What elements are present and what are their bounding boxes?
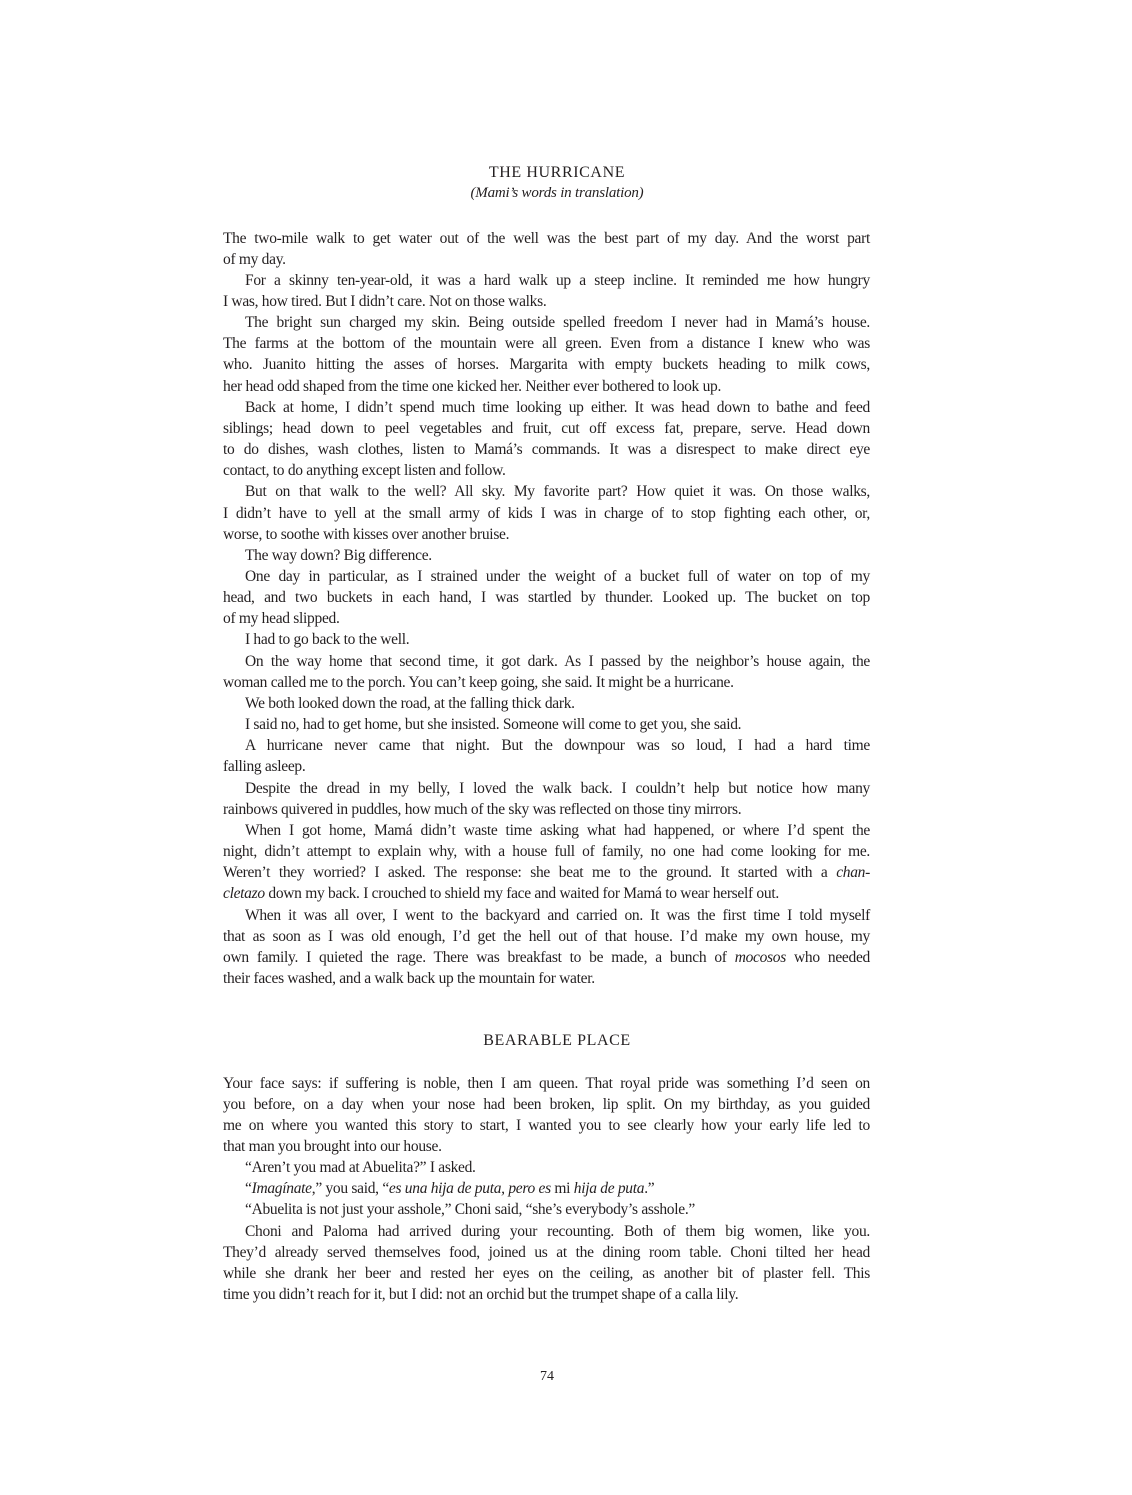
text-line: siblings; head down to peel vegetables and fruit, cut off excess fat, prepare, serve. Head down: [223, 419, 870, 437]
text-segment: Weren’t they worried? I asked. The response: she beat me to the ground. It started with a: [223, 864, 837, 882]
hurricane-title: THE HURRICANE: [488, 164, 626, 181]
text-line: [223, 947, 870, 968]
paragraph: [223, 905, 870, 990]
paragraph: [223, 693, 870, 714]
paragraph: [223, 1221, 870, 1306]
hurricane-body: [223, 228, 870, 990]
text-line: They’d already served themselves food, joined us at the dining room table. Choni tilted her head: [223, 1243, 870, 1261]
text-line: [223, 862, 870, 883]
text-line: of my head slipped.: [223, 610, 340, 628]
text-line: For a skinny ten-year-old, it was a hard walk up a steep incline. It reminded me how hungry: [245, 271, 870, 289]
text-line: The two-mile walk to get water out of the well was the best part of my day. And the worst part: [223, 229, 870, 247]
text-line: “Abuelita is not just your asshole,” Choni said, “she’s everybody’s asshole.”: [245, 1201, 695, 1219]
paragraph: [223, 1157, 870, 1178]
text-line: I said no, had to get home, but she insisted. Someone will come to get you, she said.: [245, 716, 742, 734]
text-line: head, and two buckets in each hand, I was startled by thunder. Looked up. The bucket on top: [223, 589, 870, 607]
italic-text: mocosos: [734, 948, 786, 966]
text-line: that as soon as I was old enough, I’d get the hell out of that house. I’d make my own house, my: [223, 927, 870, 945]
italic-text: es una hija de puta, pero es: [388, 1180, 551, 1198]
paragraph: [223, 228, 870, 270]
italic-text: cletazo: [223, 885, 265, 903]
paragraph: [223, 651, 870, 693]
italic-text: Imagínate: [251, 1180, 312, 1198]
text-line: [223, 883, 870, 904]
text-line: The way down? Big difference.: [245, 546, 432, 564]
text-line: contact, to do anything except listen and follow.: [223, 462, 506, 480]
text-line: you before, on a day when your nose had been broken, lip split. On my birthday, as you guided: [223, 1095, 870, 1113]
text-segment: who needed: [785, 948, 870, 966]
text-line: Your face says: if suffering is noble, then I am queen. That royal pride was something I’d seen on: [223, 1074, 870, 1092]
paragraph: [223, 270, 870, 312]
paragraph: [223, 312, 870, 397]
text-line: Despite the dread in my belly, I loved the walk back. I couldn’t help but notice how many: [245, 779, 870, 797]
page-number: 74: [540, 1369, 554, 1384]
paragraph: [223, 629, 870, 650]
text-line: The farms at the bottom of the mountain were all green. Even from a distance I knew who was: [223, 335, 870, 353]
text-line: I didn’t have to yell at the small army of kids I was in charge of to stop fighting each other, or,: [223, 504, 870, 522]
text-line: Back at home, I didn’t spend much time looking up either. It was head down to bathe and feed: [245, 398, 870, 416]
paragraph: [223, 1178, 870, 1199]
text-line: who. Juanito hitting the asses of horses. Margarita with empty buckets heading to milk cows,: [223, 356, 870, 374]
paragraph: [223, 1199, 870, 1220]
paragraph: [223, 481, 870, 544]
bearable-place-title: BEARABLE PLACE: [483, 1032, 631, 1049]
text-line: One day in particular, as I strained under the weight of a bucket full of water on top of my: [245, 568, 870, 585]
text-line: to do dishes, wash clothes, listen to Mamá’s commands. It was a disrespect to make direct eye: [223, 441, 870, 459]
text-segment: .”: [644, 1180, 655, 1198]
text-segment: own family. I quieted the rage. There was breakfast to be made, a bunch of: [223, 948, 735, 966]
text-line: But on that walk to the well? All sky. My favorite part? How quiet it was. On those walks,: [245, 483, 870, 501]
text-segment: ,” you said, “: [311, 1180, 389, 1198]
paragraph: [223, 545, 870, 566]
text-line: When I got home, Mamá didn’t waste time asking what had happened, or where I’d spent the: [245, 821, 870, 839]
text-line: woman called me to the porch. You can’t keep going, she said. It might be a hurricane.: [223, 673, 734, 691]
text-line: night, didn’t attempt to explain why, with a house full of family, no one had come looking for me.: [223, 843, 870, 861]
text-line: [223, 1178, 870, 1199]
text-line: rainbows quivered in puddles, how much of the sky was reflected on those tiny mirrors.: [223, 800, 742, 818]
text-line: I was, how tired. But I didn’t care. Not on those walks.: [223, 292, 547, 310]
italic-text: hija de puta: [573, 1180, 645, 1198]
paragraph: [223, 566, 870, 629]
text-line: me on where you wanted this story to start, I wanted you to see clearly how your early life led to: [223, 1116, 870, 1134]
text-line: Choni and Paloma had arrived during your recounting. Both of them big women, like you.: [245, 1222, 870, 1240]
text-line: falling asleep.: [223, 758, 306, 776]
paragraph: [223, 714, 870, 735]
text-line: “Aren’t you mad at Abuelita?” I asked.: [245, 1159, 476, 1177]
text-line: worse, to soothe with kisses over another bruise.: [223, 525, 510, 543]
text-line: When it was all over, I went to the backyard and carried on. It was the first time I told myself: [245, 906, 870, 924]
text-line: The bright sun charged my skin. Being outside spelled freedom I never had in Mamá’s house.: [245, 314, 870, 332]
text-segment: “: [245, 1180, 252, 1198]
text-line: her head odd shaped from the time one kicked her. Neither ever bothered to look up.: [223, 377, 722, 395]
text-segment: mi: [550, 1180, 574, 1198]
text-line: that man you brought into our house.: [223, 1137, 442, 1155]
text-line: of my day.: [223, 250, 286, 268]
text-line: their faces washed, and a walk back up the mountain for water.: [223, 969, 595, 987]
paragraph: [223, 778, 870, 820]
text-line: I had to go back to the well.: [245, 631, 410, 649]
text-line: We both looked down the road, at the falling thick dark.: [245, 694, 575, 712]
hurricane-subtitle: (Mami’s words in translation): [470, 185, 644, 201]
bearable-place-body: [223, 1073, 870, 1306]
paragraph: [223, 735, 870, 777]
paragraph: [223, 820, 870, 905]
text-line: On the way home that second time, it got dark. As I passed by the neighbor’s house again, the: [245, 652, 870, 670]
text-line: time you didn’t reach for it, but I did: not an orchid but the trumpet shape of a calla lily.: [223, 1286, 739, 1304]
text-segment: down my back. I crouched to shield my face and waited for Mamá to wear herself out.: [264, 885, 779, 903]
paragraph: [223, 397, 870, 482]
text-line: while she drank her beer and rested her eyes on the ceiling, as another bit of plaster fell. This: [223, 1264, 870, 1282]
text-line: A hurricane never came that night. But the downpour was so loud, I had a hard time: [245, 737, 870, 755]
italic-text: chan-: [836, 864, 870, 882]
paragraph: [223, 1073, 870, 1158]
